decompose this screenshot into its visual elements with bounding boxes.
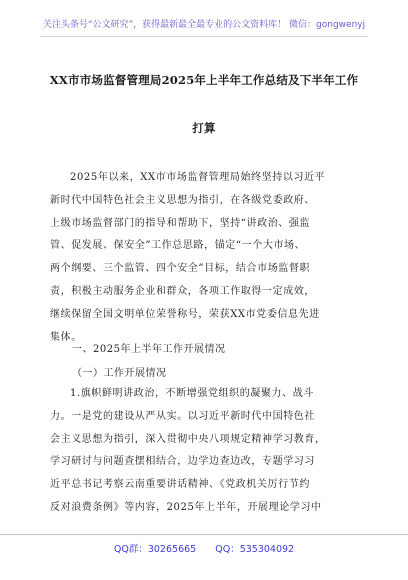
subsection-heading: （一）工作开展情况: [72, 368, 167, 379]
intro-line: 管、促发展、保安全”工作总思路，锚定“一个大市场、: [50, 240, 306, 252]
body-line: 反对浪费条例》等内容，2025年上半年，开展理论学习中: [50, 501, 322, 513]
intro-line: 两个纲要、三个监管、四个安全”目标，结合市场监督职: [50, 263, 311, 275]
body-line: 力。一是党的建设从严从实。以习近平新时代中国特色社: [50, 410, 315, 422]
footer-qq: QQ：535304092: [215, 544, 295, 555]
body-line: 1.旗帜鲜明讲政治，不断增强党组织的凝聚力、战斗: [70, 388, 314, 399]
intro-line: 2025年以来，XX市市场监督管理局始终坚持以习近平: [70, 172, 326, 183]
intro-line: 继续保留全国文明单位荣誉称号，荣获XX市党委信息先进: [50, 308, 320, 320]
document-title-line-1: XX市市场监督管理局2025年上半年工作总结及下半年工作: [49, 73, 359, 87]
intro-paragraph: [50, 167, 358, 349]
intro-line: 责，积极主动服务企业和群众，各项工作取得一定成效，: [50, 285, 315, 297]
body-line: 近平总书记考察云南重要讲话精神、《党政机关厉行节约: [50, 479, 310, 491]
intro-line: 集体。: [50, 331, 82, 343]
section-heading: 一、2025年上半年工作开展情况: [72, 344, 226, 355]
intro-line: 上级市场监督部门的指导和帮助下，坚持“讲政治、强监: [50, 217, 311, 229]
body-line: 学习研讨与问题查摆相结合，边学边查边改，专题学习习: [50, 456, 315, 468]
body-paragraph: [50, 383, 358, 520]
footer-contact: [0, 534, 408, 555]
intro-line: 新时代中国特色社会主义思想为指引，在各级党委政府、: [50, 194, 315, 206]
footer-qq-group: QQ群：30265665: [113, 544, 197, 555]
document-title-line-2: 打算: [192, 121, 216, 135]
body-line: 会主义思想为指引，深入贯彻中央八项规定精神学习教育，: [50, 433, 326, 445]
header-notice: 关注头条号“公文研究”，获得最新最全最专业的公文资料库！ 微信：gongwenyj: [40, 18, 368, 37]
